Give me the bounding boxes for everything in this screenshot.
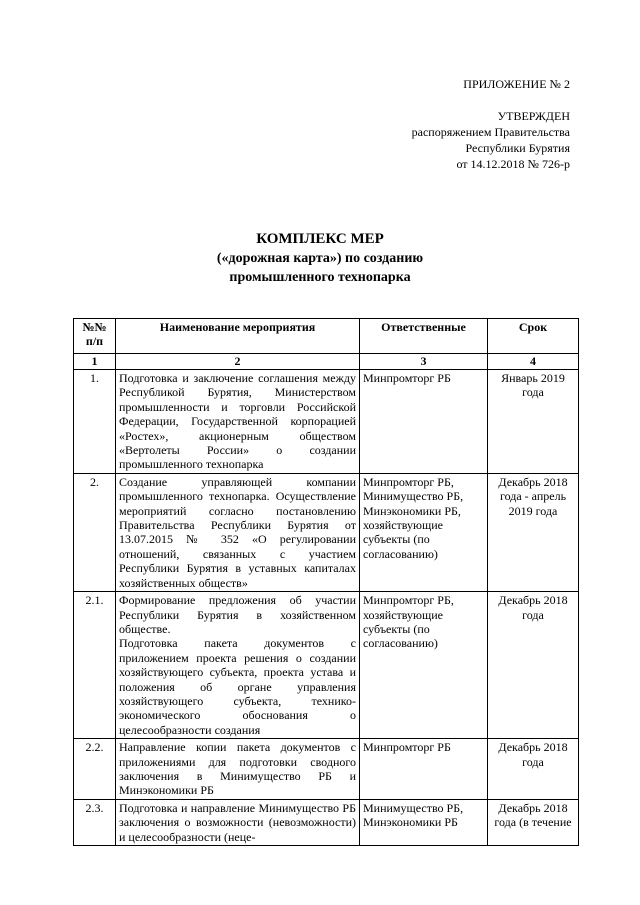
row-term: Декабрь 2018 года - апрель 2019 года — [488, 473, 579, 591]
approval-line: Республики Бурятия — [465, 141, 570, 155]
table-row — [74, 370, 579, 474]
approval-line: УТВЕРЖДЕН — [497, 109, 570, 123]
row-term: Декабрь 2018 года — [488, 739, 579, 800]
column-number-row — [74, 354, 579, 370]
column-number: 4 — [488, 354, 579, 370]
header-responsible: Ответственные — [360, 319, 488, 354]
header-num: №№ п/п — [74, 319, 116, 354]
row-activity-part: Подготовка пакета документов с приложением проекта решения о создании хозяйствующего субъекта, проекта устава и положения об органе управления хозяйствующего субъекта, технико-экономического обоснования о целесообразности создания — [119, 636, 356, 737]
row-number: 1. — [74, 370, 116, 474]
row-responsible: Минпромторг РБ — [360, 739, 488, 800]
row-responsible: Минимущество РБ, Минэкономики РБ — [360, 799, 488, 845]
column-number: 1 — [74, 354, 116, 370]
approval-line: распоряжением Правительства — [411, 125, 570, 139]
row-activity: Создание управляющей компании промышленного технопарка. Осуществление мероприятий согласно постановлению Правительства Республики Бурятия от 13.07.2015 № 352 «О регулировании отношений, связанных с участием Республики Бурятия в уставных капиталах хозяйственных обществ» — [116, 473, 360, 591]
row-term: Январь 2019 года — [488, 370, 579, 474]
column-number: 2 — [116, 354, 360, 370]
title-line-3: промышленного технопарка — [229, 270, 411, 285]
row-responsible: Минпромторг РБ, хозяйствующие субъекты (по согласованию) — [360, 592, 488, 739]
row-activity: Подготовка и заключение соглашения между Республикой Бурятия, Министерством промышленности и торговли Российской Федерации, Государственной корпорацией «Ростех», акционерным обществом «Вертолеты России» о создании промышленного технопарка — [116, 370, 360, 474]
table-row — [74, 592, 579, 739]
row-activity — [116, 592, 360, 739]
row-number: 2.2. — [74, 739, 116, 800]
row-responsible: Минпромторг РБ, Минимущество РБ, Минэкономики РБ, хозяйствующие субъекты (по согласованию) — [360, 473, 488, 591]
table-row — [74, 739, 579, 800]
row-activity: Подготовка и направление Минимущество РБ заключения о возможности (невозможности) и целесообразности (неце- — [116, 799, 360, 845]
header-name: Наименование мероприятия — [116, 319, 360, 354]
row-term: Декабрь 2018 года (в течение — [488, 799, 579, 845]
title-line-1: КОМПЛЕКС МЕР — [256, 231, 384, 247]
appendix-label: ПРИЛОЖЕНИЕ № 2 — [463, 77, 570, 91]
approval-stamp — [412, 108, 570, 172]
approval-line: от 14.12.2018 № 726-р — [456, 157, 570, 171]
row-term: Декабрь 2018 года — [488, 592, 579, 739]
row-number: 2.3. — [74, 799, 116, 845]
title-line-2: («дорожная карта») по созданию — [216, 251, 424, 266]
document-title — [0, 230, 640, 287]
table-row — [74, 473, 579, 591]
header-term: Срок — [488, 319, 579, 354]
row-activity: Направление копии пакета документов с приложениями для подготовки сводного заключения в Минимущество РБ и Минэкономики РБ — [116, 739, 360, 800]
row-activity-part: Формирование предложения об участии Республики Бурятия в хозяйственном обществе. — [119, 593, 356, 636]
row-responsible: Минпромторг РБ — [360, 370, 488, 474]
roadmap-table — [73, 318, 579, 846]
row-number: 2.1. — [74, 592, 116, 739]
row-number: 2. — [74, 473, 116, 591]
table-row — [74, 799, 579, 845]
table-header-row — [74, 319, 579, 354]
column-number: 3 — [360, 354, 488, 370]
